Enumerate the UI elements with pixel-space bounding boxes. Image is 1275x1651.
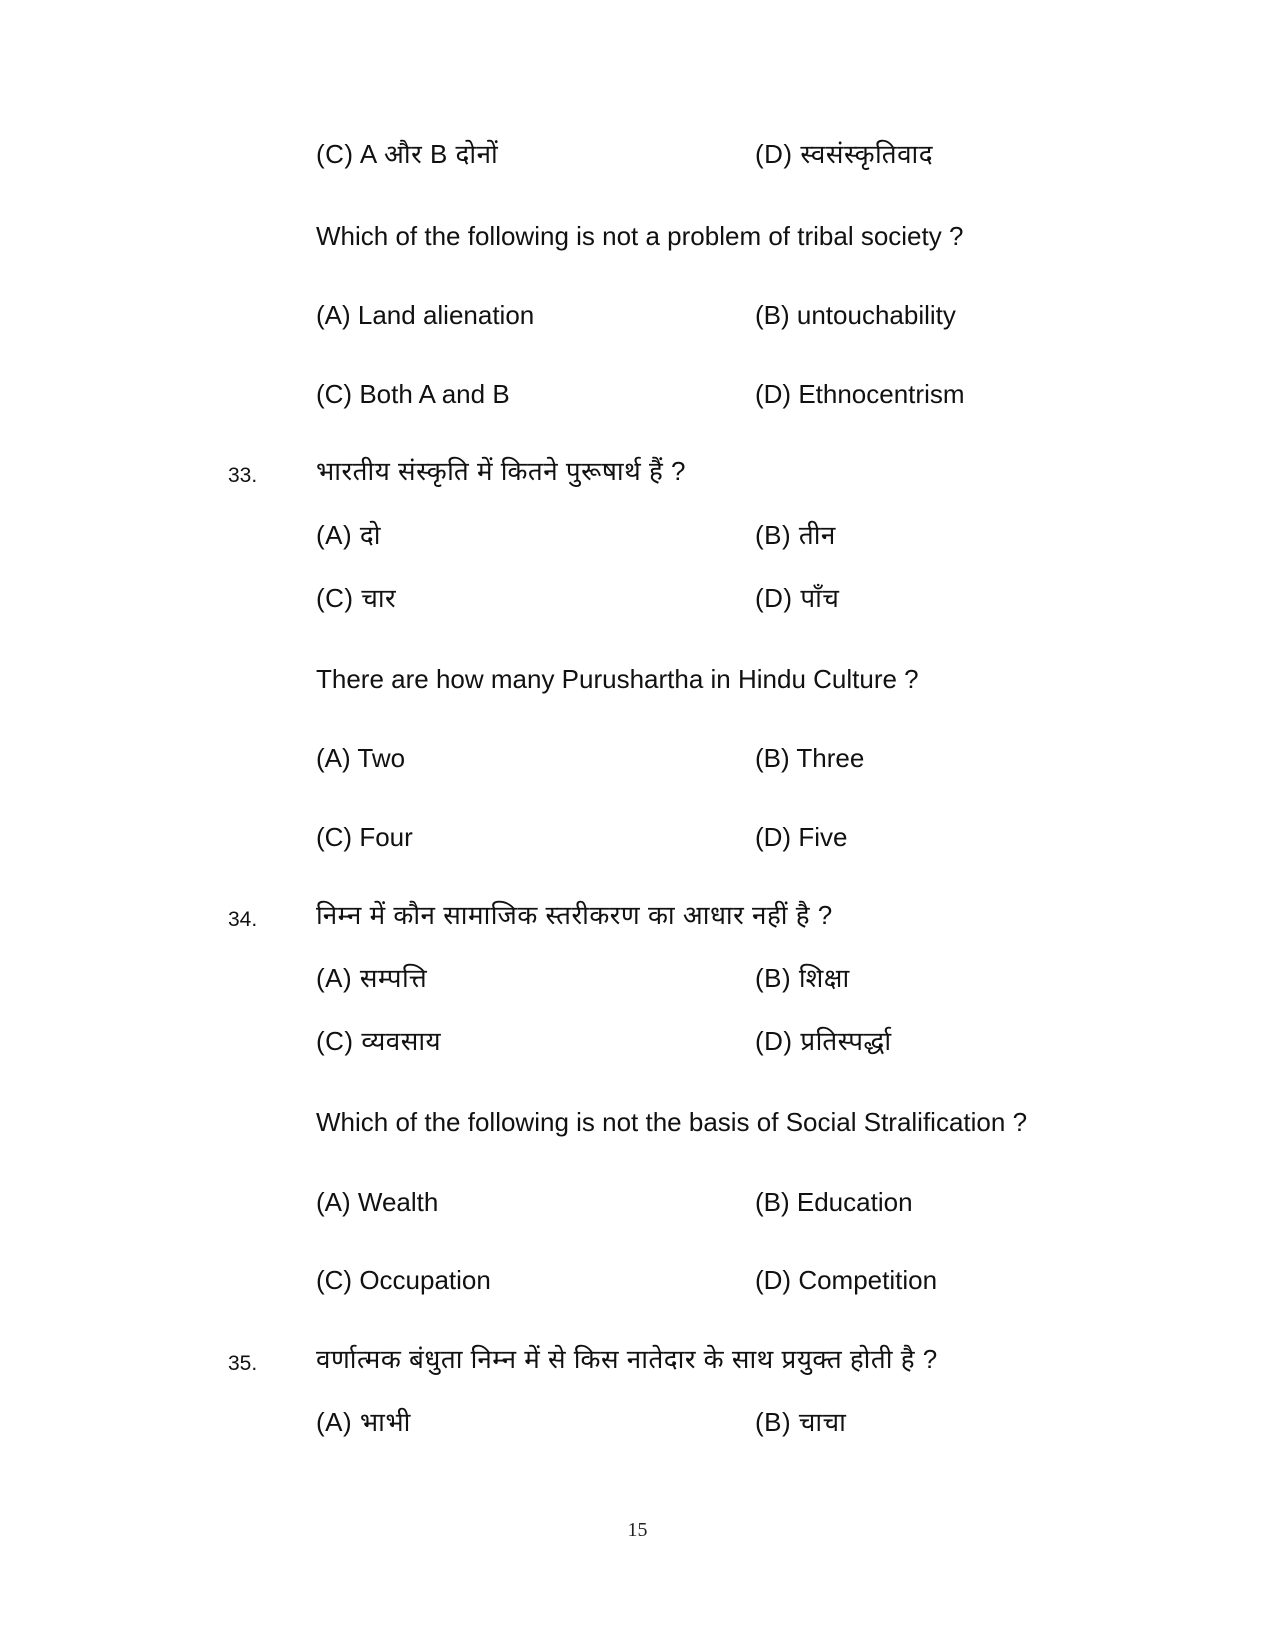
- q32-hindi-option-c: (C) A और B दोनों: [316, 139, 499, 169]
- q32-hindi-option-d: (D) स्वसंस्कृतिवाद: [755, 139, 934, 169]
- q35-hindi-question: वर्णात्मक बंधुता निम्न में से किस नातेदार के साथ प्रयुक्त होती है ?: [316, 1344, 938, 1374]
- q33-english-question: There are how many Purushartha in Hindu Culture ?: [316, 664, 919, 694]
- q35-number: 35.: [228, 1352, 258, 1375]
- q32-english-question: Which of the following is not a problem of tribal society ?: [316, 221, 964, 251]
- q34-english-question: Which of the following is not the basis of Social Stralification ?: [316, 1107, 1028, 1137]
- q33-english-option-d: (D) Five: [755, 822, 848, 852]
- q32-english-option-d: (D) Ethnocentrism: [755, 379, 965, 409]
- q34-english-option-c: (C) Occupation: [316, 1265, 491, 1295]
- q33-english-option-c: (C) Four: [316, 822, 413, 852]
- q33-english-option-b: (B) Three: [755, 743, 865, 773]
- q33-hindi-option-b: (B) तीन: [755, 520, 836, 550]
- q34-hindi-option-a: (A) सम्पत्ति: [316, 963, 428, 993]
- q33-hindi-option-c: (C) चार: [316, 583, 397, 613]
- q33-number: 33.: [228, 464, 258, 487]
- q34-english-option-d: (D) Competition: [755, 1265, 938, 1295]
- q33-english-option-a: (A) Two: [316, 743, 406, 773]
- q34-number: 34.: [228, 908, 258, 931]
- q34-english-option-a: (A) Wealth: [316, 1187, 439, 1217]
- q34-hindi-option-b: (B) शिक्षा: [755, 963, 850, 993]
- q34-hindi-question: निम्न में कौन सामाजिक स्तरीकरण का आधार नहीं है ?: [316, 900, 833, 930]
- page-number: 15: [627, 1519, 648, 1541]
- q33-hindi-option-a: (A) दो: [316, 520, 381, 550]
- q34-hindi-option-d: (D) प्रतिस्पर्द्धा: [755, 1026, 892, 1056]
- q35-hindi-option-b: (B) चाचा: [755, 1407, 847, 1437]
- q32-english-option-c: (C) Both A and B: [316, 379, 510, 409]
- q34-hindi-option-c: (C) व्यवसाय: [316, 1026, 442, 1056]
- q32-english-option-a: (A) Land alienation: [316, 300, 535, 330]
- q32-english-option-b: (B) untouchability: [755, 300, 956, 330]
- q34-english-option-b: (B) Education: [755, 1187, 913, 1217]
- q33-hindi-question: भारतीय संस्कृति में कितने पुरूषार्थ हैं ?: [316, 456, 686, 486]
- q33-hindi-option-d: (D) पाँच: [755, 583, 840, 613]
- q35-hindi-option-a: (A) भाभी: [316, 1407, 411, 1437]
